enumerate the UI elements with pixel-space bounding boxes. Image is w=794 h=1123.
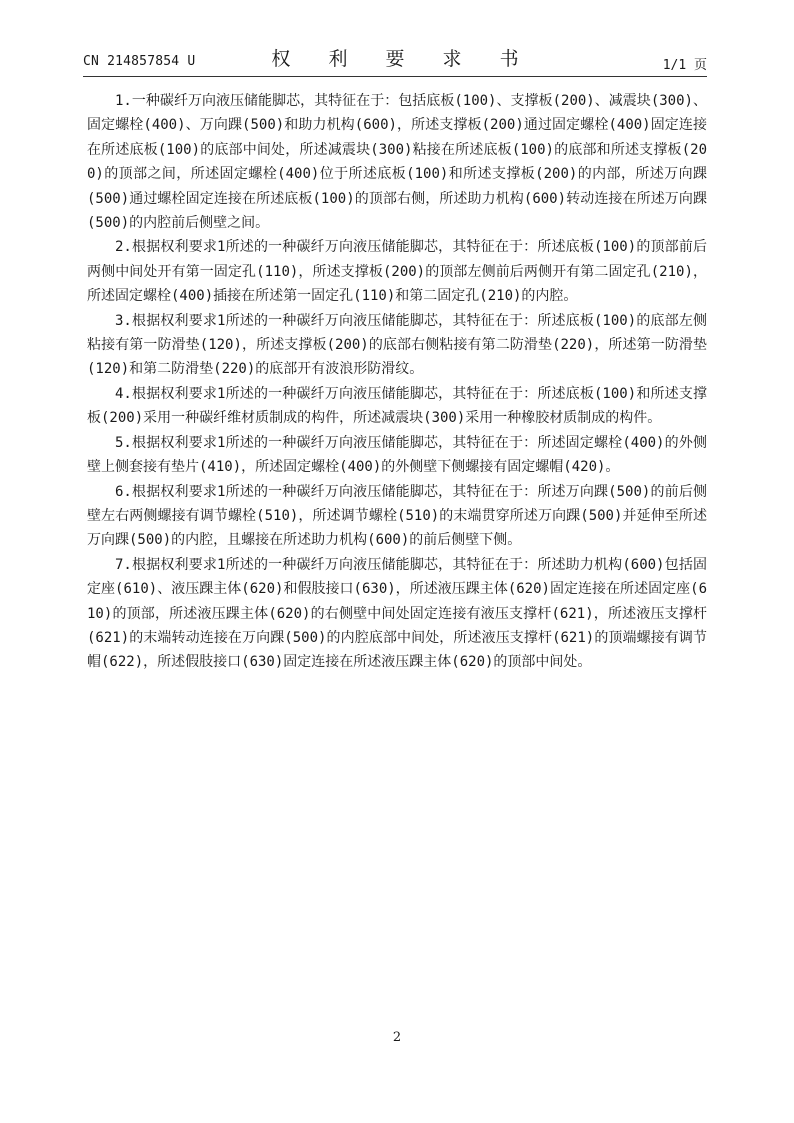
claim-6: 6.根据权利要求1所述的一种碳纤万向液压储能脚芯，其特征在于：所述万向踝(500)的前后侧壁左右两侧螺接有调节螺栓(510)，所述调节螺栓(510)的末端贯穿所述万向踝(500)并延伸至所述万向踝(500)的内腔，且螺接在所述助力机构(600)的前后侧壁下侧。: [87, 483, 707, 549]
header-divider: [83, 76, 707, 77]
page-number: 2: [392, 1030, 402, 1045]
claim-5: 5.根据权利要求1所述的一种碳纤万向液压储能脚芯，其特征在于：所述固定螺栓(400)的外侧壁上侧套接有垫片(410)，所述固定螺栓(400)的外侧壁下侧螺接有固定螺帽(420)。: [87, 434, 707, 476]
claim-3: 3.根据权利要求1所述的一种碳纤万向液压储能脚芯，其特征在于：所述底板(100)的底部左侧粘接有第一防滑垫(120)，所述支撑板(200)的底部右侧粘接有第二防滑垫(220)，所述第一防滑垫(120)和第二防滑垫(220)的底部开有波浪形防滑纹。: [87, 312, 707, 378]
claim-2: 2.根据权利要求1所述的一种碳纤万向液压储能脚芯，其特征在于：所述底板(100)的顶部前后两侧中间处开有第一固定孔(110)，所述支撑板(200)的顶部左侧前后两侧开有第二固定孔(210)，所述固定螺栓(400)插接在所述第一固定孔(110)和第二固定孔(210)的内腔。: [87, 239, 707, 305]
document-number: CN 214857854 U: [83, 54, 196, 69]
claims-list: [87, 89, 707, 675]
page-title: 权 利 要 求 书: [271, 48, 535, 70]
claim-7: 7.根据权利要求1所述的一种碳纤万向液压储能脚芯，其特征在于：所述助力机构(600)包括固定座(610)、液压踝主体(620)和假肢接口(630)，所述液压踝主体(620)固定连接在所述固定座(610)的顶部，所述液压踝主体(620)的右侧壁中间处固定连接有液压支撑杆(621)，所述液压支撑杆(621)的末端转动连接在万向踝(500)的内腔底部中间处，所述液压支撑杆(621)的顶端螺接有调节帽(622)，所述假肢接口(630)固定连接在所述液压踝主体(620)的顶部中间处。: [87, 556, 707, 671]
page-header: [83, 44, 707, 74]
page-indicator: 1/1 页: [662, 58, 707, 73]
claim-1: 1.一种碳纤万向液压储能脚芯，其特征在于：包括底板(100)、支撑板(200)、减震块(300)、固定螺栓(400)、万向踝(500)和助力机构(600)，所述支撑板(200)通过固定螺栓(400)固定连接在所述底板(100)的底部中间处，所述减震块(300)粘接在所述底板(100)的底部和所述支撑板(200)的顶部之间，所述固定螺栓(400)位于所述底板(100)和所述支撑板(200)的内部，所述万向踝(500)通过螺栓固定连接在所述底板(100)的顶部右侧，所述助力机构(600)转动连接在所述万向踝(500)的内腔前后侧壁之间。: [87, 93, 707, 232]
claim-4: 4.根据权利要求1所述的一种碳纤万向液压储能脚芯，其特征在于：所述底板(100)和所述支撑板(200)采用一种碳纤维材质制成的构件，所述减震块(300)采用一种橡胶材质制成的构件。: [87, 385, 707, 427]
